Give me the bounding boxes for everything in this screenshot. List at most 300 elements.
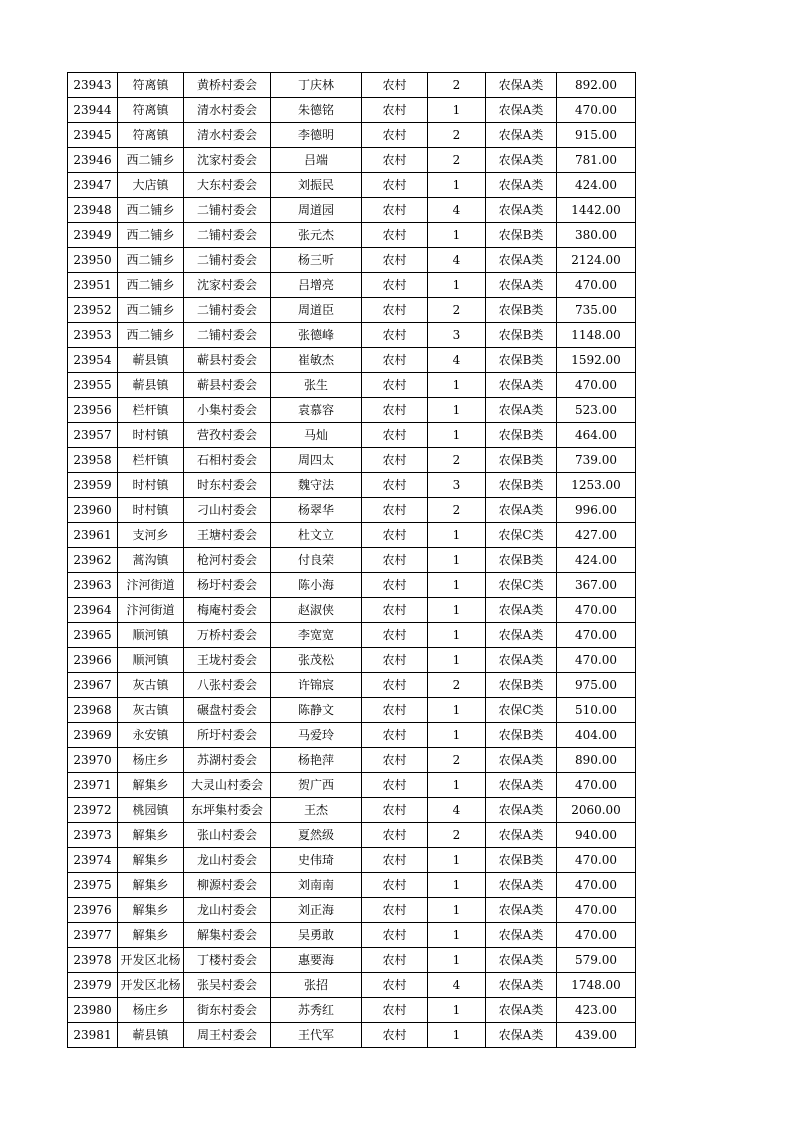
name-cell: 杨三听 xyxy=(271,248,362,273)
name-cell: 张生 xyxy=(271,373,362,398)
household-count-cell: 1 xyxy=(428,723,486,748)
village-cell: 清水村委会 xyxy=(184,98,271,123)
name-cell: 马爱玲 xyxy=(271,723,362,748)
area-type-cell: 农村 xyxy=(362,648,428,673)
village-cell: 解集村委会 xyxy=(184,923,271,948)
area-type-cell: 农村 xyxy=(362,123,428,148)
category-cell: 农保A类 xyxy=(486,173,557,198)
township-cell: 解集乡 xyxy=(118,823,184,848)
area-type-cell: 农村 xyxy=(362,898,428,923)
area-type-cell: 农村 xyxy=(362,448,428,473)
serial-cell: 23965 xyxy=(68,623,118,648)
area-type-cell: 农村 xyxy=(362,398,428,423)
village-cell: 沈家村委会 xyxy=(184,273,271,298)
household-count-cell: 1 xyxy=(428,573,486,598)
name-cell: 张招 xyxy=(271,973,362,998)
amount-cell: 424.00 xyxy=(557,173,636,198)
category-cell: 农保A类 xyxy=(486,498,557,523)
serial-cell: 23958 xyxy=(68,448,118,473)
table-row xyxy=(68,948,636,973)
area-type-cell: 农村 xyxy=(362,948,428,973)
table-row xyxy=(68,698,636,723)
amount-cell: 470.00 xyxy=(557,273,636,298)
household-count-cell: 2 xyxy=(428,148,486,173)
name-cell: 陈小海 xyxy=(271,573,362,598)
area-type-cell: 农村 xyxy=(362,723,428,748)
township-cell: 解集乡 xyxy=(118,848,184,873)
category-cell: 农保A类 xyxy=(486,248,557,273)
township-cell: 西二铺乡 xyxy=(118,223,184,248)
area-type-cell: 农村 xyxy=(362,823,428,848)
village-cell: 营孜村委会 xyxy=(184,423,271,448)
village-cell: 清水村委会 xyxy=(184,123,271,148)
category-cell: 农保A类 xyxy=(486,648,557,673)
area-type-cell: 农村 xyxy=(362,248,428,273)
village-cell: 黄桥村委会 xyxy=(184,73,271,98)
name-cell: 李德明 xyxy=(271,123,362,148)
category-cell: 农保B类 xyxy=(486,223,557,248)
area-type-cell: 农村 xyxy=(362,298,428,323)
serial-cell: 23951 xyxy=(68,273,118,298)
area-type-cell: 农村 xyxy=(362,998,428,1023)
serial-cell: 23957 xyxy=(68,423,118,448)
amount-cell: 735.00 xyxy=(557,298,636,323)
area-type-cell: 农村 xyxy=(362,598,428,623)
category-cell: 农保C类 xyxy=(486,698,557,723)
category-cell: 农保C类 xyxy=(486,573,557,598)
category-cell: 农保A类 xyxy=(486,598,557,623)
serial-cell: 23960 xyxy=(68,498,118,523)
serial-cell: 23964 xyxy=(68,598,118,623)
village-cell: 王垅村委会 xyxy=(184,648,271,673)
table-row xyxy=(68,298,636,323)
serial-cell: 23944 xyxy=(68,98,118,123)
category-cell: 农保B类 xyxy=(486,298,557,323)
village-cell: 张山村委会 xyxy=(184,823,271,848)
township-cell: 杨庄乡 xyxy=(118,748,184,773)
township-cell: 蒿沟镇 xyxy=(118,548,184,573)
amount-cell: 996.00 xyxy=(557,498,636,523)
table-row xyxy=(68,173,636,198)
township-cell: 汴河街道 xyxy=(118,573,184,598)
village-cell: 八张村委会 xyxy=(184,673,271,698)
household-count-cell: 2 xyxy=(428,448,486,473)
household-count-cell: 4 xyxy=(428,348,486,373)
village-cell: 苏湖村委会 xyxy=(184,748,271,773)
name-cell: 刘正海 xyxy=(271,898,362,923)
table-row xyxy=(68,548,636,573)
name-cell: 陈静文 xyxy=(271,698,362,723)
serial-cell: 23974 xyxy=(68,848,118,873)
name-cell: 杜文立 xyxy=(271,523,362,548)
village-cell: 二铺村委会 xyxy=(184,298,271,323)
amount-cell: 1253.00 xyxy=(557,473,636,498)
township-cell: 解集乡 xyxy=(118,898,184,923)
table-row xyxy=(68,523,636,548)
amount-cell: 915.00 xyxy=(557,123,636,148)
household-count-cell: 1 xyxy=(428,1023,486,1048)
township-cell: 符离镇 xyxy=(118,98,184,123)
table-row xyxy=(68,898,636,923)
name-cell: 夏然级 xyxy=(271,823,362,848)
category-cell: 农保B类 xyxy=(486,448,557,473)
township-cell: 解集乡 xyxy=(118,873,184,898)
amount-cell: 470.00 xyxy=(557,898,636,923)
name-cell: 吕增亮 xyxy=(271,273,362,298)
village-cell: 周王村委会 xyxy=(184,1023,271,1048)
amount-cell: 1148.00 xyxy=(557,323,636,348)
household-count-cell: 4 xyxy=(428,198,486,223)
category-cell: 农保A类 xyxy=(486,198,557,223)
name-cell: 魏守法 xyxy=(271,473,362,498)
table-row xyxy=(68,198,636,223)
area-type-cell: 农村 xyxy=(362,173,428,198)
table-row xyxy=(68,498,636,523)
amount-cell: 470.00 xyxy=(557,848,636,873)
household-count-cell: 2 xyxy=(428,73,486,98)
household-count-cell: 3 xyxy=(428,473,486,498)
serial-cell: 23972 xyxy=(68,798,118,823)
name-cell: 张茂松 xyxy=(271,648,362,673)
serial-cell: 23981 xyxy=(68,1023,118,1048)
category-cell: 农保A类 xyxy=(486,398,557,423)
township-cell: 时村镇 xyxy=(118,423,184,448)
township-cell: 时村镇 xyxy=(118,498,184,523)
name-cell: 吴勇敢 xyxy=(271,923,362,948)
village-cell: 二铺村委会 xyxy=(184,198,271,223)
township-cell: 灰古镇 xyxy=(118,673,184,698)
category-cell: 农保C类 xyxy=(486,523,557,548)
amount-cell: 427.00 xyxy=(557,523,636,548)
township-cell: 桃园镇 xyxy=(118,798,184,823)
area-type-cell: 农村 xyxy=(362,623,428,648)
township-cell: 大店镇 xyxy=(118,173,184,198)
township-cell: 西二铺乡 xyxy=(118,248,184,273)
township-cell: 顺河镇 xyxy=(118,623,184,648)
table-row xyxy=(68,273,636,298)
serial-cell: 23948 xyxy=(68,198,118,223)
village-cell: 沈家村委会 xyxy=(184,148,271,173)
household-count-cell: 1 xyxy=(428,523,486,548)
table-row xyxy=(68,348,636,373)
category-cell: 农保B类 xyxy=(486,723,557,748)
name-cell: 王杰 xyxy=(271,798,362,823)
serial-cell: 23976 xyxy=(68,898,118,923)
table-row xyxy=(68,573,636,598)
village-cell: 丁楼村委会 xyxy=(184,948,271,973)
household-count-cell: 2 xyxy=(428,298,486,323)
name-cell: 周道园 xyxy=(271,198,362,223)
household-count-cell: 2 xyxy=(428,748,486,773)
village-cell: 东坪集村委会 xyxy=(184,798,271,823)
amount-cell: 781.00 xyxy=(557,148,636,173)
area-type-cell: 农村 xyxy=(362,498,428,523)
village-cell: 张吴村委会 xyxy=(184,973,271,998)
area-type-cell: 农村 xyxy=(362,523,428,548)
table-row xyxy=(68,773,636,798)
amount-cell: 739.00 xyxy=(557,448,636,473)
area-type-cell: 农村 xyxy=(362,848,428,873)
category-cell: 农保A类 xyxy=(486,823,557,848)
township-cell: 栏杆镇 xyxy=(118,448,184,473)
household-count-cell: 2 xyxy=(428,123,486,148)
village-cell: 小集村委会 xyxy=(184,398,271,423)
serial-cell: 23956 xyxy=(68,398,118,423)
village-cell: 街东村委会 xyxy=(184,998,271,1023)
serial-cell: 23968 xyxy=(68,698,118,723)
serial-cell: 23952 xyxy=(68,298,118,323)
name-cell: 周道臣 xyxy=(271,298,362,323)
area-type-cell: 农村 xyxy=(362,773,428,798)
name-cell: 赵淑侠 xyxy=(271,598,362,623)
amount-cell: 464.00 xyxy=(557,423,636,448)
village-cell: 王塘村委会 xyxy=(184,523,271,548)
area-type-cell: 农村 xyxy=(362,698,428,723)
amount-cell: 2060.00 xyxy=(557,798,636,823)
category-cell: 农保A类 xyxy=(486,73,557,98)
table-row xyxy=(68,373,636,398)
township-cell: 西二铺乡 xyxy=(118,148,184,173)
name-cell: 许锦宸 xyxy=(271,673,362,698)
amount-cell: 2124.00 xyxy=(557,248,636,273)
village-cell: 刁山村委会 xyxy=(184,498,271,523)
name-cell: 张元杰 xyxy=(271,223,362,248)
category-cell: 农保A类 xyxy=(486,898,557,923)
category-cell: 农保A类 xyxy=(486,998,557,1023)
serial-cell: 23943 xyxy=(68,73,118,98)
area-type-cell: 农村 xyxy=(362,973,428,998)
area-type-cell: 农村 xyxy=(362,348,428,373)
township-cell: 解集乡 xyxy=(118,773,184,798)
table-row xyxy=(68,1023,636,1048)
township-cell: 永安镇 xyxy=(118,723,184,748)
serial-cell: 23967 xyxy=(68,673,118,698)
amount-cell: 367.00 xyxy=(557,573,636,598)
village-cell: 二铺村委会 xyxy=(184,223,271,248)
area-type-cell: 农村 xyxy=(362,923,428,948)
household-count-cell: 2 xyxy=(428,673,486,698)
village-cell: 枪河村委会 xyxy=(184,548,271,573)
table-row xyxy=(68,398,636,423)
household-count-cell: 1 xyxy=(428,848,486,873)
table-row xyxy=(68,848,636,873)
village-cell: 龙山村委会 xyxy=(184,848,271,873)
table-row xyxy=(68,923,636,948)
serial-cell: 23966 xyxy=(68,648,118,673)
table-row xyxy=(68,248,636,273)
township-cell: 栏杆镇 xyxy=(118,398,184,423)
amount-cell: 579.00 xyxy=(557,948,636,973)
name-cell: 周四太 xyxy=(271,448,362,473)
township-cell: 西二铺乡 xyxy=(118,298,184,323)
township-cell: 西二铺乡 xyxy=(118,198,184,223)
household-count-cell: 1 xyxy=(428,398,486,423)
category-cell: 农保A类 xyxy=(486,923,557,948)
serial-cell: 23949 xyxy=(68,223,118,248)
amount-cell: 470.00 xyxy=(557,598,636,623)
area-type-cell: 农村 xyxy=(362,323,428,348)
category-cell: 农保A类 xyxy=(486,123,557,148)
amount-cell: 470.00 xyxy=(557,773,636,798)
serial-cell: 23946 xyxy=(68,148,118,173)
township-cell: 支河乡 xyxy=(118,523,184,548)
household-count-cell: 1 xyxy=(428,623,486,648)
amount-cell: 1748.00 xyxy=(557,973,636,998)
township-cell: 西二铺乡 xyxy=(118,323,184,348)
table-row xyxy=(68,823,636,848)
amount-cell: 404.00 xyxy=(557,723,636,748)
area-type-cell: 农村 xyxy=(362,473,428,498)
category-cell: 农保A类 xyxy=(486,873,557,898)
village-cell: 石相村委会 xyxy=(184,448,271,473)
serial-cell: 23971 xyxy=(68,773,118,798)
village-cell: 碾盘村委会 xyxy=(184,698,271,723)
township-cell: 西二铺乡 xyxy=(118,273,184,298)
amount-cell: 470.00 xyxy=(557,648,636,673)
amount-cell: 424.00 xyxy=(557,548,636,573)
amount-cell: 1442.00 xyxy=(557,198,636,223)
area-type-cell: 农村 xyxy=(362,1023,428,1048)
household-count-cell: 1 xyxy=(428,98,486,123)
household-count-cell: 1 xyxy=(428,373,486,398)
amount-cell: 470.00 xyxy=(557,373,636,398)
table-row xyxy=(68,73,636,98)
category-cell: 农保A类 xyxy=(486,948,557,973)
name-cell: 崔敏杰 xyxy=(271,348,362,373)
village-cell: 万桥村委会 xyxy=(184,623,271,648)
village-cell: 蕲县村委会 xyxy=(184,373,271,398)
serial-cell: 23947 xyxy=(68,173,118,198)
amount-cell: 439.00 xyxy=(557,1023,636,1048)
township-cell: 开发区北杨 xyxy=(118,973,184,998)
name-cell: 马灿 xyxy=(271,423,362,448)
table-row xyxy=(68,673,636,698)
table-row xyxy=(68,448,636,473)
township-cell: 蕲县镇 xyxy=(118,1023,184,1048)
table-row xyxy=(68,623,636,648)
area-type-cell: 农村 xyxy=(362,198,428,223)
name-cell: 杨翠华 xyxy=(271,498,362,523)
table-body xyxy=(68,73,636,1048)
household-count-cell: 1 xyxy=(428,898,486,923)
serial-cell: 23961 xyxy=(68,523,118,548)
table-row xyxy=(68,998,636,1023)
serial-cell: 23970 xyxy=(68,748,118,773)
category-cell: 农保A类 xyxy=(486,798,557,823)
village-cell: 龙山村委会 xyxy=(184,898,271,923)
amount-cell: 892.00 xyxy=(557,73,636,98)
area-type-cell: 农村 xyxy=(362,548,428,573)
township-cell: 开发区北杨 xyxy=(118,948,184,973)
amount-cell: 890.00 xyxy=(557,748,636,773)
serial-cell: 23950 xyxy=(68,248,118,273)
household-count-cell: 4 xyxy=(428,973,486,998)
village-cell: 时东村委会 xyxy=(184,473,271,498)
amount-cell: 940.00 xyxy=(557,823,636,848)
household-count-cell: 1 xyxy=(428,923,486,948)
name-cell: 史伟琦 xyxy=(271,848,362,873)
name-cell: 刘振民 xyxy=(271,173,362,198)
area-type-cell: 农村 xyxy=(362,673,428,698)
household-count-cell: 3 xyxy=(428,323,486,348)
name-cell: 吕端 xyxy=(271,148,362,173)
serial-cell: 23977 xyxy=(68,923,118,948)
table-row xyxy=(68,148,636,173)
area-type-cell: 农村 xyxy=(362,373,428,398)
name-cell: 付良荣 xyxy=(271,548,362,573)
amount-cell: 975.00 xyxy=(557,673,636,698)
category-cell: 农保B类 xyxy=(486,848,557,873)
township-cell: 蕲县镇 xyxy=(118,373,184,398)
serial-cell: 23945 xyxy=(68,123,118,148)
table-row xyxy=(68,473,636,498)
household-count-cell: 4 xyxy=(428,798,486,823)
serial-cell: 23969 xyxy=(68,723,118,748)
amount-cell: 510.00 xyxy=(557,698,636,723)
household-count-cell: 1 xyxy=(428,873,486,898)
table-row xyxy=(68,798,636,823)
village-cell: 柳源村委会 xyxy=(184,873,271,898)
township-cell: 符离镇 xyxy=(118,123,184,148)
township-cell: 汴河街道 xyxy=(118,598,184,623)
serial-cell: 23953 xyxy=(68,323,118,348)
category-cell: 农保B类 xyxy=(486,473,557,498)
table-row xyxy=(68,973,636,998)
amount-cell: 470.00 xyxy=(557,923,636,948)
category-cell: 农保A类 xyxy=(486,273,557,298)
table-row xyxy=(68,873,636,898)
household-count-cell: 1 xyxy=(428,598,486,623)
area-type-cell: 农村 xyxy=(362,573,428,598)
area-type-cell: 农村 xyxy=(362,873,428,898)
village-cell: 蕲县村委会 xyxy=(184,348,271,373)
category-cell: 农保B类 xyxy=(486,423,557,448)
area-type-cell: 农村 xyxy=(362,748,428,773)
area-type-cell: 农村 xyxy=(362,148,428,173)
category-cell: 农保A类 xyxy=(486,773,557,798)
serial-cell: 23975 xyxy=(68,873,118,898)
amount-cell: 470.00 xyxy=(557,623,636,648)
village-cell: 二铺村委会 xyxy=(184,248,271,273)
amount-cell: 1592.00 xyxy=(557,348,636,373)
table-row xyxy=(68,648,636,673)
table-row xyxy=(68,98,636,123)
household-count-cell: 1 xyxy=(428,273,486,298)
township-cell: 时村镇 xyxy=(118,473,184,498)
township-cell: 符离镇 xyxy=(118,73,184,98)
amount-cell: 523.00 xyxy=(557,398,636,423)
serial-cell: 23959 xyxy=(68,473,118,498)
serial-cell: 23973 xyxy=(68,823,118,848)
village-cell: 大东村委会 xyxy=(184,173,271,198)
table-row xyxy=(68,723,636,748)
household-count-cell: 4 xyxy=(428,248,486,273)
name-cell: 王代军 xyxy=(271,1023,362,1048)
category-cell: 农保A类 xyxy=(486,1023,557,1048)
village-cell: 所圩村委会 xyxy=(184,723,271,748)
village-cell: 大灵山村委会 xyxy=(184,773,271,798)
serial-cell: 23955 xyxy=(68,373,118,398)
table-row xyxy=(68,598,636,623)
township-cell: 顺河镇 xyxy=(118,648,184,673)
household-count-cell: 2 xyxy=(428,498,486,523)
household-count-cell: 1 xyxy=(428,998,486,1023)
household-count-cell: 1 xyxy=(428,773,486,798)
household-count-cell: 1 xyxy=(428,648,486,673)
area-type-cell: 农村 xyxy=(362,73,428,98)
amount-cell: 380.00 xyxy=(557,223,636,248)
name-cell: 丁庆林 xyxy=(271,73,362,98)
